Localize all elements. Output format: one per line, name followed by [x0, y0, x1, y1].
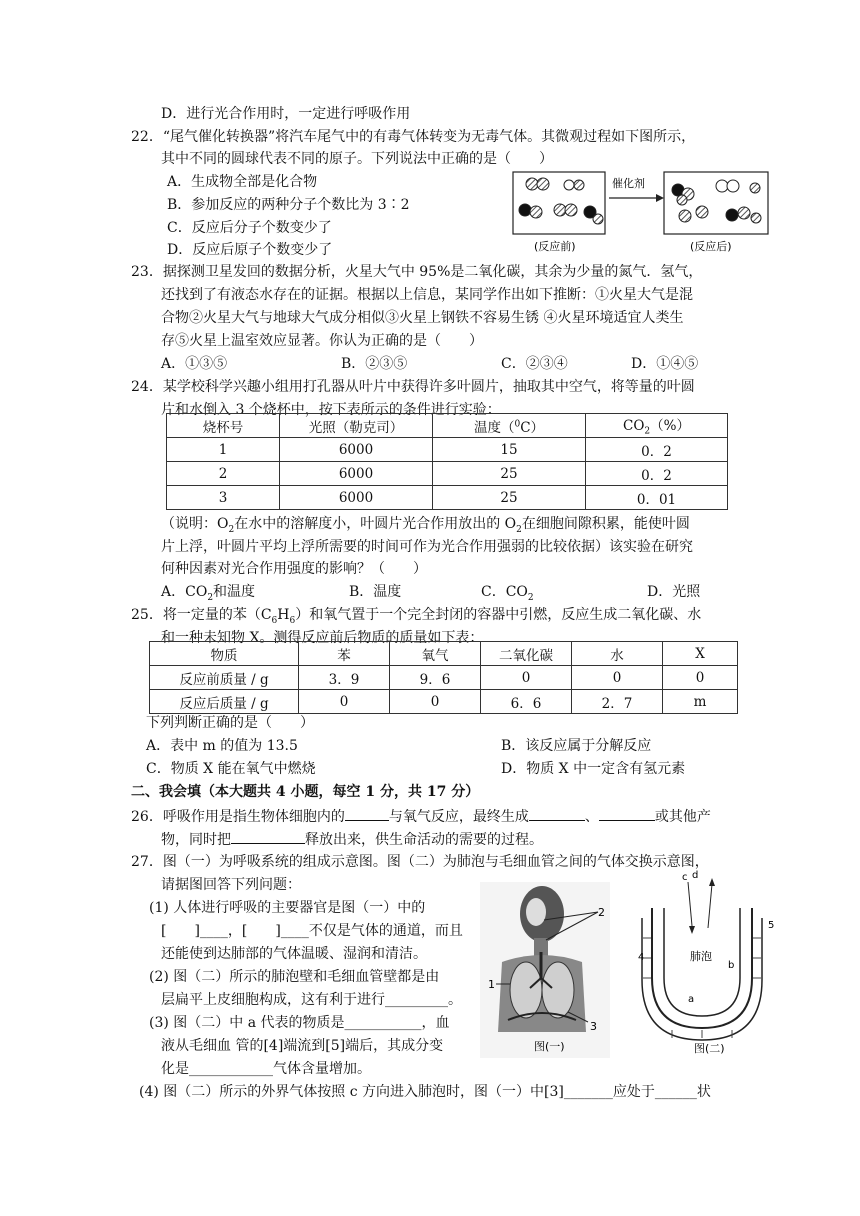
fig2-label-c: c: [682, 872, 688, 883]
co2-header: CO: [623, 418, 645, 435]
text-part: 26．呼吸作用是指生物体细胞内的: [131, 809, 345, 825]
q22-stem-line1: 22．“尾气催化转换器”将汽车尾气中的有毒气体转变为无毒气体。其微观过程如下图所示，: [131, 129, 696, 145]
q21-option-d: D．进行光合作用时，一定进行呼吸作用: [161, 106, 411, 122]
table-row: [150, 690, 738, 714]
q23-line3: 合物②火星大气与地球大气成分相似③火星上钢铁不容易生锈 ④火星环境适宜人类生: [161, 310, 684, 326]
table-header-row: [167, 414, 728, 438]
before-label: (反应前): [534, 240, 576, 253]
line-part: 25．将一定量的苯（C: [131, 607, 272, 623]
table-cell: 25: [433, 486, 586, 510]
blank: [529, 806, 585, 821]
option-part: 和温度: [213, 584, 256, 600]
table-header: 温度（$^0$C）: [433, 414, 586, 438]
table-cell: 2: [167, 462, 280, 486]
table-header: 二氧化碳: [481, 642, 572, 666]
table-cell: 2．7: [572, 690, 663, 714]
section-heading: 二、我会填（本大题共 4 小题，每空 1 分，共 17 分）: [131, 784, 480, 800]
q27-p1-line2: [ ]____，[ ]____不仅是气体的通道，而且: [161, 923, 463, 939]
line-part: ）和氧气置于一个完全封闭的容器中引燃，反应生成二氧化碳、水: [295, 607, 702, 623]
q23-line2: 还找到了有液态水存在的证据。根据以上信息，某同学作出如下推断：①火星大气是混: [161, 287, 693, 303]
table-row: [167, 462, 728, 486]
table-cell: 0: [663, 666, 738, 690]
text-part: 与氧气反应，最终生成: [388, 809, 529, 825]
q22-option-b: B．参加反应的两种分子个数比为 3∶2: [167, 197, 410, 213]
q24-option-a: A．$CO_2$和温度: [161, 584, 256, 603]
fig1-label-1: 1: [488, 978, 495, 991]
table-cell: 6000: [280, 438, 433, 462]
fig2-label-b: b: [728, 960, 735, 971]
q27-p1-line1: (1) 人体进行呼吸的主要器官是图（一）中的: [149, 900, 426, 916]
text-part: 、: [584, 809, 599, 825]
q24-line1: 24．某学校科学兴趣小组用打孔器从叶片中获得许多叶圆片，抽取其中空气，将等量的叶圆: [131, 379, 695, 395]
q24-note-line1: （说明：$O_2$在水中的溶解度小，叶圆片光合作用放出的 $O_2$在细胞间隙积累，能使叶圆: [161, 516, 690, 535]
table-header: 氧气: [390, 642, 481, 666]
table-header-row: [150, 642, 738, 666]
table-cell: 1: [167, 438, 280, 462]
table-cell: 0: [299, 690, 390, 714]
line-part: H: [277, 607, 290, 623]
percent-header: （%）: [650, 418, 690, 435]
alveolus-figure: [632, 868, 780, 1056]
text-part: 或其他产: [654, 809, 711, 825]
q27-p4-line1: (4) 图（二）所示的外界气体按照 c 方向进入肺泡时，图（一）中[3]_______应处于______状: [139, 1084, 711, 1100]
mass-table: [149, 641, 738, 714]
table-cell: 反应后质量 / g: [150, 690, 299, 714]
q27-p3-line2: 液从毛细血 管的[4]端流到[5]端后，其成分变: [161, 1038, 444, 1054]
table-cell: 6000: [280, 486, 433, 510]
respiratory-figure-svg: [480, 882, 610, 1058]
reaction-diagram: [512, 168, 770, 254]
catalyst-label: 催化剂: [612, 177, 645, 190]
after-label: (反应后): [690, 240, 732, 253]
q25-ask: 下列判断正确的是（ ）: [146, 715, 314, 731]
fig1-label-2: 2: [598, 906, 605, 919]
fig1-label-3: 3: [590, 1020, 597, 1033]
q22-option-d: D．反应后原子个数变少了: [167, 242, 333, 258]
q27-p2-line2: 层扁平上皮细胞构成，这有利于进行_________。: [161, 992, 462, 1008]
text-part: 物，同时把: [161, 832, 231, 848]
table-header: 苯: [299, 642, 390, 666]
q27-p1-line3: 还能使到达肺部的气体温暖、湿润和清洁。: [161, 946, 427, 962]
blank: [599, 806, 655, 821]
table-row: [167, 438, 728, 462]
table-cell: 反应前质量 / g: [150, 666, 299, 690]
q22-stem-line2: 其中不同的圆球代表不同的原子。下列说法中正确的是（ ）: [161, 151, 553, 167]
q25-line1: 25．将一定量的苯$(C_6H_6)$和氧气置于一个完全封闭的容器中引燃，反应生成二氧化碳、水: [131, 607, 702, 626]
blank: [345, 806, 389, 821]
table-cell: 25: [433, 462, 586, 486]
q24-note-line3: 何种因素对光合作用强度的影响？（ ）: [161, 561, 427, 577]
q24-line2: 片和水倒入 3 个烧杯中，按下表所示的条件进行实验：: [161, 402, 501, 418]
table-cell: 0: [572, 666, 663, 690]
q25-option-c: C．物质 X 能在氧气中燃烧: [146, 761, 316, 777]
q24-option-c: C．$CO_2$: [481, 584, 534, 603]
table-header: 物质: [150, 642, 299, 666]
q24-option-b: B．温度: [349, 584, 402, 600]
reaction-diagram-svg: [512, 168, 770, 254]
note-part: 在细胞间隙积累，能使叶圆: [521, 516, 690, 532]
q27-line1: 27．图（一）为呼吸系统的组成示意图。图（二）为肺泡与毛细血管之间的气体交换示意图，: [131, 854, 709, 870]
q24-note-line2: 片上浮，叶圆片平均上浮所需要的时间可作为光合作用强弱的比较依据）该实验在研究: [161, 539, 693, 555]
q24-option-d: D．光照: [647, 584, 701, 600]
q23-option-d: D．①④⑤: [631, 356, 699, 372]
table-row: [167, 486, 728, 510]
q23-option-b: B．②③⑤: [341, 356, 408, 372]
table-cell: 0．2: [586, 462, 728, 486]
table-cell: 3: [167, 486, 280, 510]
table-header: 光照（勒克司）: [280, 414, 433, 438]
q22-option-a: A．生成物全部是化合物: [167, 174, 318, 190]
q27-p3-line3: 化是____________气体含量增加。: [161, 1061, 371, 1077]
note-part: 在水中的溶解度小，叶圆片光合作用放出的 O: [234, 516, 517, 532]
temperature-unit: C）: [520, 419, 545, 436]
q25-option-a: A．表中 m 的值为 13.5: [146, 738, 298, 754]
blank: [231, 829, 305, 844]
q23-option-a: A．①③⑤: [161, 356, 228, 372]
table-header: X: [663, 642, 738, 666]
q25-option-d: D．物质 X 中一定含有氢元素: [501, 761, 686, 777]
option-part: A．CO: [161, 584, 208, 600]
table-cell: 0: [390, 690, 481, 714]
option-part: C．CO: [481, 584, 528, 600]
q25-option-b: B．该反应属于分解反应: [501, 738, 652, 754]
q27-p3-line1: (3) 图（二）中 a 代表的物质是___________，血: [149, 1015, 450, 1031]
fig1-caption: 图(一): [534, 1040, 565, 1053]
respiratory-system-figure: [480, 882, 610, 1058]
table-header: $CO_2(\%)$: [586, 414, 728, 438]
table-header: 水: [572, 642, 663, 666]
fig2-alveolus-label: 肺泡: [690, 950, 712, 963]
fig2-label-a: a: [688, 994, 695, 1005]
table-cell: 15: [433, 438, 586, 462]
q25-line2: 和一种未知物 X。测得反应前后物质的质量如下表：: [161, 630, 484, 646]
q26-line1: [131, 806, 711, 827]
alveolus-figure-svg: [632, 868, 780, 1056]
note-part: （说明：O: [161, 516, 229, 532]
table-header: 烧杯号: [167, 414, 280, 438]
q23-option-c: C．②③④: [501, 356, 568, 372]
q27-line2: 请据图回答下列问题：: [161, 877, 301, 893]
table-cell: 0: [481, 666, 572, 690]
table-cell: 6000: [280, 462, 433, 486]
fig2-label-d: d: [692, 870, 699, 881]
q23-line1: 23．据探测卫星发回的数据分析，火星大气中 95%是二氧化碳，其余为少量的氮气．氢气，: [131, 264, 703, 280]
table-cell: 3．9: [299, 666, 390, 690]
fig2-label-4: 4: [638, 952, 645, 963]
q22-option-c: C．反应后分子个数变少了: [167, 220, 332, 236]
fig2-label-5: 5: [768, 920, 775, 931]
fig2-caption: 图(二): [694, 1042, 725, 1055]
q27-p2-line1: (2) 图（二）所示的肺泡壁和毛细血管壁都是由: [149, 969, 440, 985]
table-cell: 0．01: [586, 486, 728, 510]
temperature-header: 温度（: [473, 419, 515, 436]
table-cell: 0．2: [586, 438, 728, 462]
q26-line2: [161, 829, 543, 850]
table-cell: 9．6: [390, 666, 481, 690]
text-part: 释放出来，供生命活动的需要的过程。: [305, 832, 543, 848]
experiment-table: [166, 413, 728, 510]
table-row: [150, 666, 738, 690]
table-cell: 6．6: [481, 690, 572, 714]
table-cell: m: [663, 690, 738, 714]
q23-line4: 存⑤火星上温室效应显著。你认为正确的是（ ）: [161, 333, 483, 349]
